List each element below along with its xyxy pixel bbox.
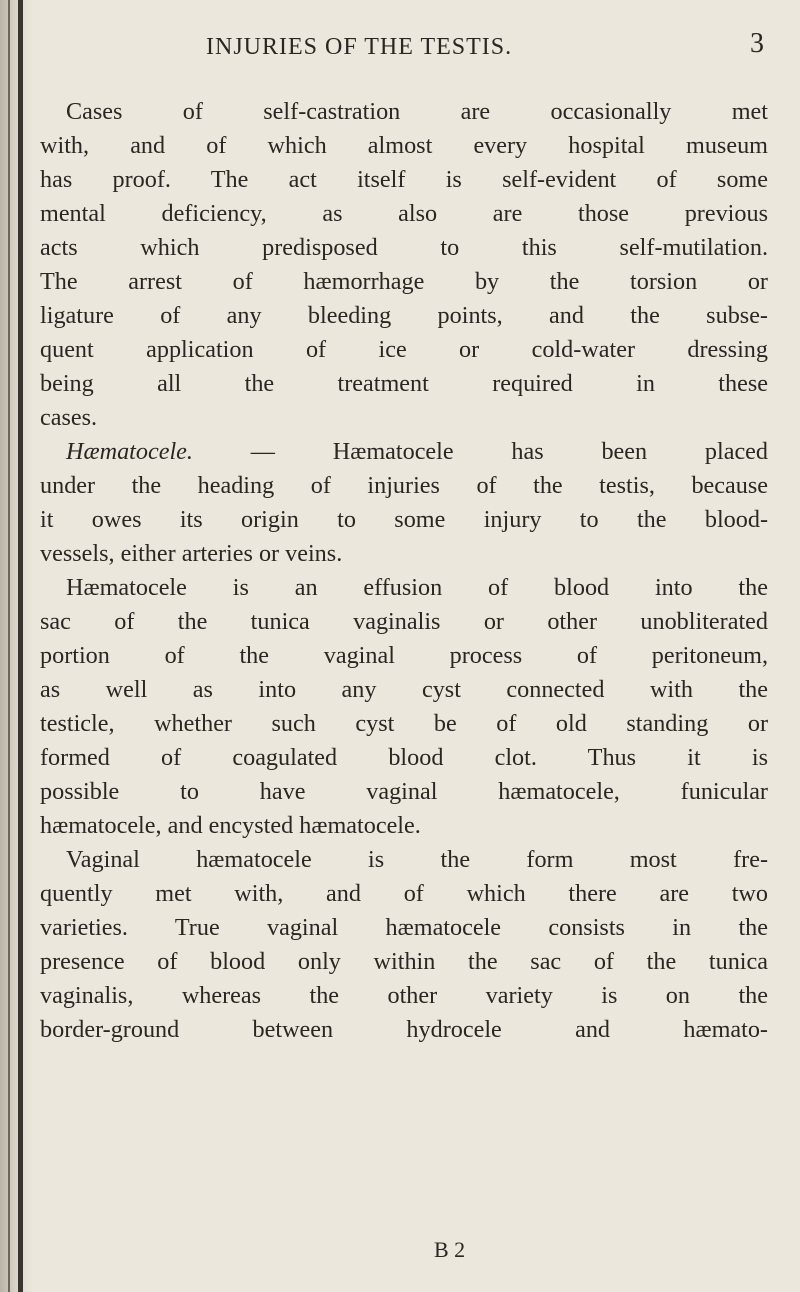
text-line: varieties. True vaginal hæmatocele consists in the	[40, 914, 768, 941]
text-line: possible to have vaginal hæmatocele, funicular	[40, 778, 768, 805]
text-line: Vaginal hæmatocele is the form most fre-	[66, 846, 768, 873]
signature-mark: B 2	[434, 1237, 466, 1262]
body-text	[40, 95, 768, 1255]
text-line: quent application of ice or cold-water dressing	[40, 336, 768, 363]
text-line: Cases of self-castration are occasionally met	[66, 98, 768, 125]
text-line: ligature of any bleeding points, and the subse-	[40, 302, 768, 329]
text-line: formed of coagulated blood clot. Thus it is	[40, 744, 768, 771]
text-line: The arrest of hæmorrhage by the torsion or	[40, 268, 768, 295]
text-line: being all the treatment required in these	[40, 370, 768, 397]
text-line: testicle, whether such cyst be of old standing or	[40, 710, 768, 737]
page-gutter-shadow	[0, 0, 34, 1292]
text-line: sac of the tunica vaginalis or other unobliterated	[40, 608, 768, 635]
text-line: acts which predisposed to this self-mutilation.	[40, 234, 768, 261]
text-line: vessels, either arteries or veins.	[40, 540, 343, 567]
text-line: presence of blood only within the sac of the tunica	[40, 948, 768, 975]
binding-edge-line	[8, 0, 10, 1292]
text-line: mental deficiency, as also are those previous	[40, 200, 768, 227]
section-heading: Hæmatocele.	[66, 438, 193, 465]
text-line: under the heading of injuries of the testis, because	[40, 472, 768, 499]
text-line: portion of the vaginal process of peritoneum,	[40, 642, 768, 669]
text-line: as well as into any cyst connected with the	[40, 676, 768, 703]
binding-edge	[18, 0, 23, 1292]
text-line: quently met with, and of which there are two	[40, 880, 768, 907]
text-line: it owes its origin to some injury to the blood-	[40, 506, 768, 533]
text-line: hæmatocele, and encysted hæmatocele.	[40, 812, 421, 839]
text-line: cases.	[40, 404, 98, 431]
running-title: INJURIES OF THE TESTIS.	[206, 34, 513, 60]
text-line: with, and of which almost every hospital museum	[40, 132, 768, 159]
text-line: border-ground between hydrocele and hæmato-	[40, 1016, 768, 1043]
section-paragraph-line	[66, 435, 768, 469]
text-line: has proof. The act itself is self-evident of some	[40, 166, 768, 193]
text-line: Hæmatocele is an effusion of blood into the	[66, 574, 768, 601]
text-line: vaginalis, whereas the other variety is on the	[40, 982, 768, 1009]
page-header	[84, 20, 764, 60]
text-line: — Hæmatocele has been placed	[250, 438, 769, 465]
page-number: 3	[750, 28, 764, 59]
